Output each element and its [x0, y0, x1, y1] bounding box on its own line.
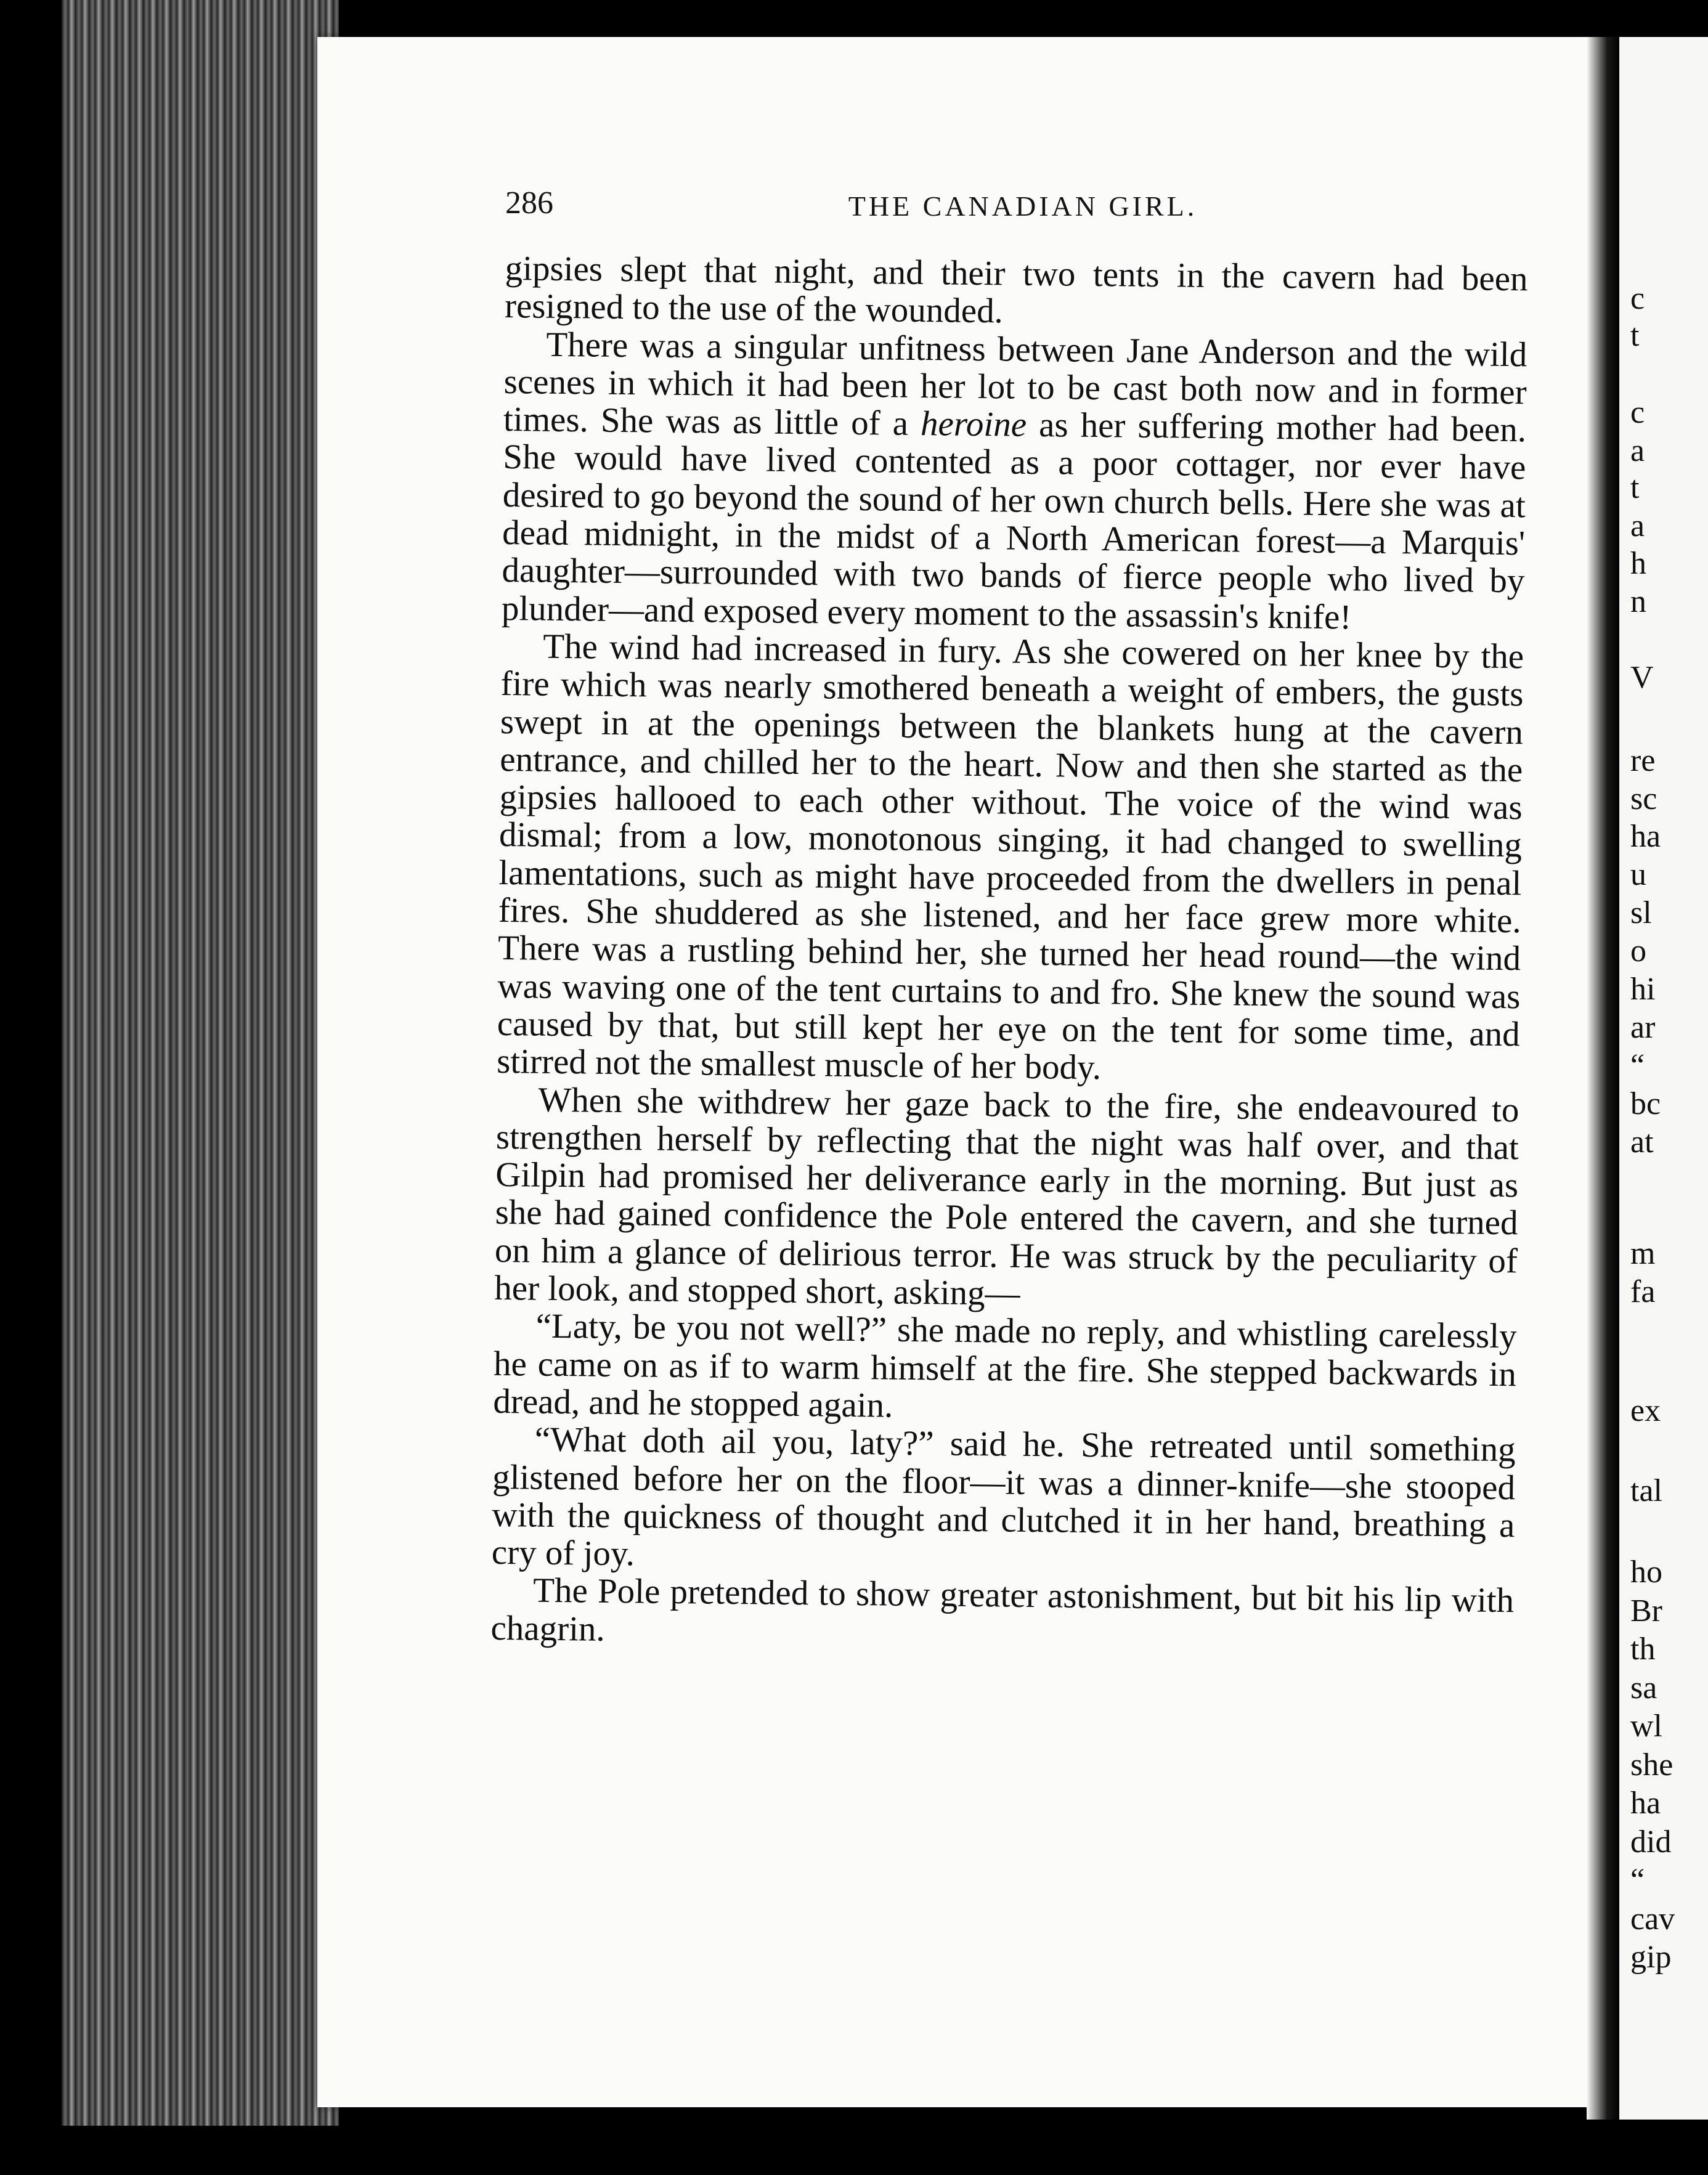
facing-page-fragment: c: [1630, 281, 1645, 316]
facing-page-fragment: bc: [1630, 1086, 1661, 1121]
facing-page-fragment: ar: [1630, 1010, 1656, 1045]
facing-page-fragment: sa: [1630, 1670, 1657, 1705]
running-title: THE CANADIAN GIRL.: [848, 190, 1198, 222]
facing-page-fragment: ex: [1630, 1393, 1661, 1428]
facing-page-fragment: Br: [1630, 1593, 1662, 1628]
facing-page-fragment: c: [1630, 395, 1645, 430]
facing-page-fragment: hi: [1630, 972, 1656, 1007]
facing-page-fragment: t: [1630, 470, 1640, 505]
italic-word: heroine: [920, 404, 1027, 445]
book-page-edges: [62, 0, 339, 2126]
facing-page-fragment: at: [1630, 1124, 1654, 1160]
paragraph: When she withdrew her gaze back to the fire, she endeavoured to strengthen herself by reflecting that the night was half over, and that Gilpin had promised her deliverance early in the morning. But just as she had gained confidence the Pole entered the cavern, and she turned on him a glance of delirious terror. He was struck by the peculiarity of her look, and stopped short, asking—: [494, 1080, 1519, 1313]
facing-page-fragment: t: [1630, 318, 1640, 353]
facing-page-fragment: she: [1630, 1747, 1673, 1783]
facing-page-fragment: m: [1630, 1236, 1656, 1271]
paragraph: The Pole pretended to show greater astonishment, but bit his lip with chagrin.: [490, 1571, 1515, 1649]
facing-page-fragment: did: [1630, 1824, 1672, 1860]
facing-page-fragment: sc: [1630, 781, 1657, 816]
book-gutter: [1587, 37, 1621, 2120]
facing-page-fragment: wl: [1630, 1709, 1662, 1744]
facing-page-fragment: ha: [1630, 1786, 1661, 1821]
body-text: [490, 250, 1528, 1657]
facing-page-fragment: ho: [1630, 1555, 1662, 1590]
paragraph: gipsies slept that night, and their two tents in the cavern had been resigned to the use of the wounded.: [504, 249, 1528, 331]
facing-page-fragment: ha: [1630, 819, 1661, 854]
facing-page-fragment: “: [1630, 1863, 1645, 1898]
facing-page-fragment: a: [1630, 433, 1645, 468]
facing-page-fragment: th: [1630, 1632, 1656, 1667]
facing-page-fragment: a: [1630, 508, 1645, 543]
facing-page-edge: [1619, 37, 1708, 2120]
book-page: [317, 37, 1596, 2107]
facing-page-fragment: cav: [1630, 1901, 1675, 1937]
page-header: [505, 185, 1540, 240]
facing-page-fragment: u: [1630, 857, 1646, 892]
facing-page-fragment: gip: [1630, 1940, 1672, 1975]
facing-page-fragment: n: [1630, 584, 1646, 619]
facing-page-fragment: o: [1630, 933, 1646, 969]
paragraph: The wind had increased in fury. As she cowered on her knee by the fire which was nearly smothered beneath a weight of embers, the gusts swept in at the openings between the blankets hung at the cavern entrance, and chilled her to the heart. Now and then she started as the gipsies hallooed to each other without. The voice of the wind was dismal; from a low, monotonous singing, it had changed to swelling lamentations, such as might have proceeded from the dwellers in penal fires. She shuddered as she listened, and her face grew more white. There was a rustling behind her, she turned her head round—the wind was waving one of the tent curtains to and fro. She knew the sound was caused by that, but still kept her eye on the tent for some time, and stirred not the smallest muscle of her body.: [496, 627, 1524, 1088]
facing-page-fragment: fa: [1630, 1274, 1656, 1309]
facing-page-fragment: tal: [1630, 1473, 1662, 1508]
facing-page-fragment: “: [1630, 1048, 1645, 1083]
facing-page-fragment: re: [1630, 743, 1656, 778]
paragraph: “What doth ail you, laty?” said he. She retreated until something glistened before her on the floor—it was a dinner-knife—she stooped with the quickness of thought and clutched it in her hand, breathing a cry of joy.: [491, 1420, 1516, 1574]
facing-page-fragment: V: [1630, 660, 1654, 695]
page-number: 286: [505, 185, 553, 221]
paragraph: “Laty, be you not well?” she made no reply, and whistling carelessly he came on as if to warm himself at the fire. She stepped backwards in dread, and he stopped again.: [493, 1306, 1517, 1425]
facing-page-fragment: sl: [1630, 895, 1652, 930]
paragraph: There was a singular unfitness between Jane Anderson and the wild scenes in which it had been her lot to be cast both now and in former times. She was as little of a heroine as her suffering mother had been. She would have lived contented as a poor cottager, nor ever have desired to go beyond the sound of her own church bells. Here she was at dead midnight, in the midst of a North American forest—a Marquis' daughter—surrounded with two bands of fierce people who lived by plunder—and exposed every moment to the assassin's knife!: [501, 325, 1527, 637]
facing-page-fragment: h: [1630, 546, 1646, 581]
